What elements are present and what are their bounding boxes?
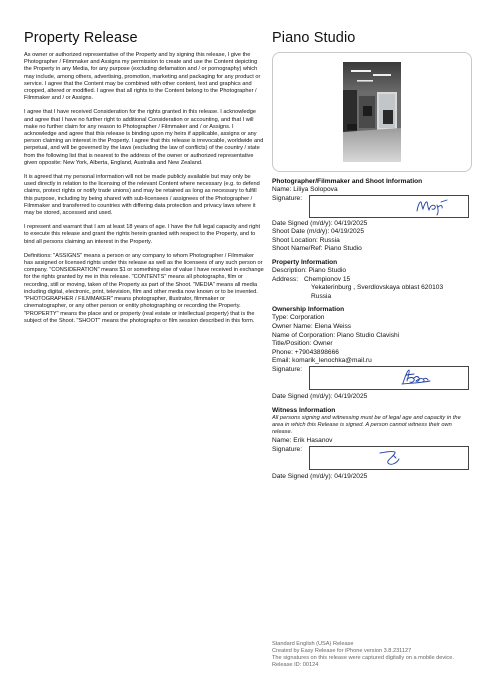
address-line: Yekaterinburg , Sverdlovskaya oblast 620103 — [311, 284, 444, 292]
address-line: Chempionov 15 — [304, 275, 351, 283]
owner-signature-image — [310, 367, 468, 389]
owner-signature-row — [272, 366, 472, 390]
shoot-location: Shoot Location: Russia — [272, 236, 340, 244]
witness-signature-box — [309, 446, 469, 470]
property-address-label: Address: — [272, 275, 299, 283]
footer-release-type: Standard English (USA) Release — [272, 641, 354, 647]
property-address — [272, 276, 472, 302]
witness-note: All persons signing and witnessing must be of legal age and capacity in the area in which this Release is signed. A person cannot witness their own release. — [272, 414, 461, 435]
property-photo-frame — [272, 52, 472, 172]
witness-section-heading: Witness Information — [272, 406, 336, 414]
release-paragraph-warranty: I represent and warrant that I am at least 18 years of age. I have the full legal capacity and right to execute this release and grant the rights herein granted with respect to the Property, and to bind all persons claiming an interest in the Property. — [24, 224, 261, 245]
corporation-name: Name of Corporation: Piano Studio Clavishi — [272, 331, 400, 339]
witness-date-signed: Date Signed (m/d/y): 04/19/2025 — [272, 472, 368, 480]
owner-title: Title/Position: Owner — [272, 340, 333, 348]
ownership-type: Type: Corporation — [272, 314, 325, 322]
property-description: Description: Piano Studio — [272, 266, 347, 274]
photographer-signature-row — [272, 195, 472, 218]
footer-created-by: Created by Easy Release for iPhone version 3.8.231127 — [272, 648, 412, 654]
owner-name: Owner Name: Elena Weiss — [272, 322, 352, 330]
photographer-signature-label: Signature: — [272, 194, 303, 202]
release-paragraph-privacy: It is agreed that my personal information will not be made publicly available but may only be used directly in relation to the licensing of the relevant Content where necessary (e.g. to defend claims, protect rights or notify trade unions) and may be retained as long as necessary to fulfill this purpose, including by being shared with sub-licensees / assignees of the Photographer / Filmmaker and transferred to countries with differing data protection and privacy laws where it may be stored, accessed and used. — [24, 174, 260, 217]
photographer-signature-box — [309, 195, 469, 218]
owner-phone: Phone: +79043898666 — [272, 348, 339, 356]
release-paragraph-definitions: Definitions: "ASSIGNS" means a person or any company to whom Photographer / Filmmaker has assigned or licensed rights under this release as well as the licensees of any such person or company. "CONSIDERATION" means $1 or something else of value I have received in exchange for the rights granted by me in this release. "CONTENTS" means all photographs, film or recording, still or moving, taken of the Property as part of the Shoot. "MEDIA" means all media including digital, electronic, print, television, film and other media now known or to be invented. "PHOTOGRAPHER / FILMMAKER" means photographer, illustrator, filmmaker or cinematographer, or any other person or entity photographing or recording the Property. "PROPERTY" means the place and or property (real estate or intellectual property) that is the subject of the Shoot. "SHOOT" means the photographs or film session described in this form. — [24, 252, 264, 324]
footer-capture-note: The signatures on this release were captured digitally on a mobile device. — [272, 655, 454, 661]
owner-signature-label: Signature: — [272, 365, 303, 373]
release-paragraph-permission: As owner or authorized representative of the Property and by signing this release, I give the Photographer / Filmmaker and Assigns my permission to create and use the Content depicting the Property in any Media, for any purpose (excluding defamation and / or pornography) which may include, among others, advertising, promotion, marketing and packaging for any product or service. I agree that the Content may be combined with other content, text and graphics and cropped, altered or modified. I agree that all rights to the Content belong to the Photographer / Filmmaker and / or Assigns. — [24, 52, 261, 102]
photographer-name: Name: Liliya Solopova — [272, 186, 338, 193]
property-title: Piano Studio — [272, 30, 356, 46]
witness-signature-image — [310, 447, 468, 469]
owner-date-signed: Date Signed (m/d/y): 04/19/2025 — [272, 392, 368, 400]
address-line: Russia — [311, 292, 332, 300]
photographer-date-signed: Date Signed (m/d/y): 04/19/2025 — [272, 219, 368, 227]
owner-signature-box — [309, 366, 469, 390]
property-section-heading: Property Information — [272, 258, 338, 266]
property-photo — [343, 62, 401, 162]
photographer-signature-image — [310, 196, 468, 217]
photographer-section-heading: Photographer/Filmmaker and Shoot Information — [272, 178, 423, 185]
release-footer — [272, 641, 472, 669]
ownership-section-heading: Ownership Information — [272, 306, 345, 314]
shoot-date: Shoot Date (m/d/y): 04/19/2025 — [272, 228, 365, 236]
release-terms-column — [24, 30, 264, 332]
release-title: Property Release — [24, 30, 138, 46]
owner-email: Email: komarik_lenochka@mail.ru — [272, 357, 372, 365]
witness-signature-row — [272, 446, 472, 470]
release-details-column — [272, 30, 472, 481]
release-paragraph-consideration: I agree that I have received Consideration for the rights granted in this release. I acknowledge and agree that I have no further right to additional Consideration or accounting, and that I will make no further claim for any reason to Photographer / Filmmaker and / or Assigns. I acknowledge and agree that this release is binding upon my heirs if applicable, assigns or any person claiming an interest in the Property. I agree that this release is irrevocable, worldwide and perpetual, and will be governed by the laws (excluding the law of conflicts) of the country / state from the following list that is nearest to the address of the owner or authorized representative given opposite: New York, Alberta, England, Australia and New Zealand. — [24, 109, 264, 166]
footer-release-id: Release ID: 00124 — [272, 662, 319, 668]
witness-name: Name: Erik Hasanov — [272, 437, 333, 445]
shoot-name: Shoot Name/Ref: Piano Studio — [272, 245, 362, 253]
property-address-lines — [298, 276, 443, 302]
witness-signature-label: Signature: — [272, 445, 303, 453]
studio-interior-image — [343, 62, 401, 162]
